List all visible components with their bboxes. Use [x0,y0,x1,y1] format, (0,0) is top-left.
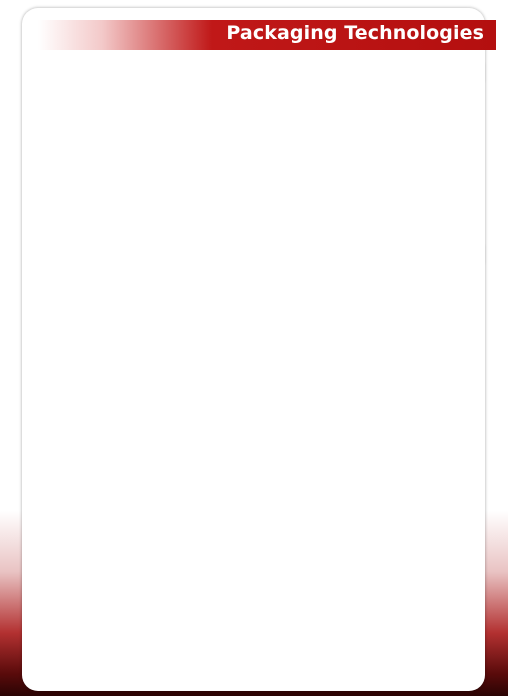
page-title: Packaging Technologies [226,22,484,44]
title-banner [38,20,496,50]
page-card [22,8,485,691]
